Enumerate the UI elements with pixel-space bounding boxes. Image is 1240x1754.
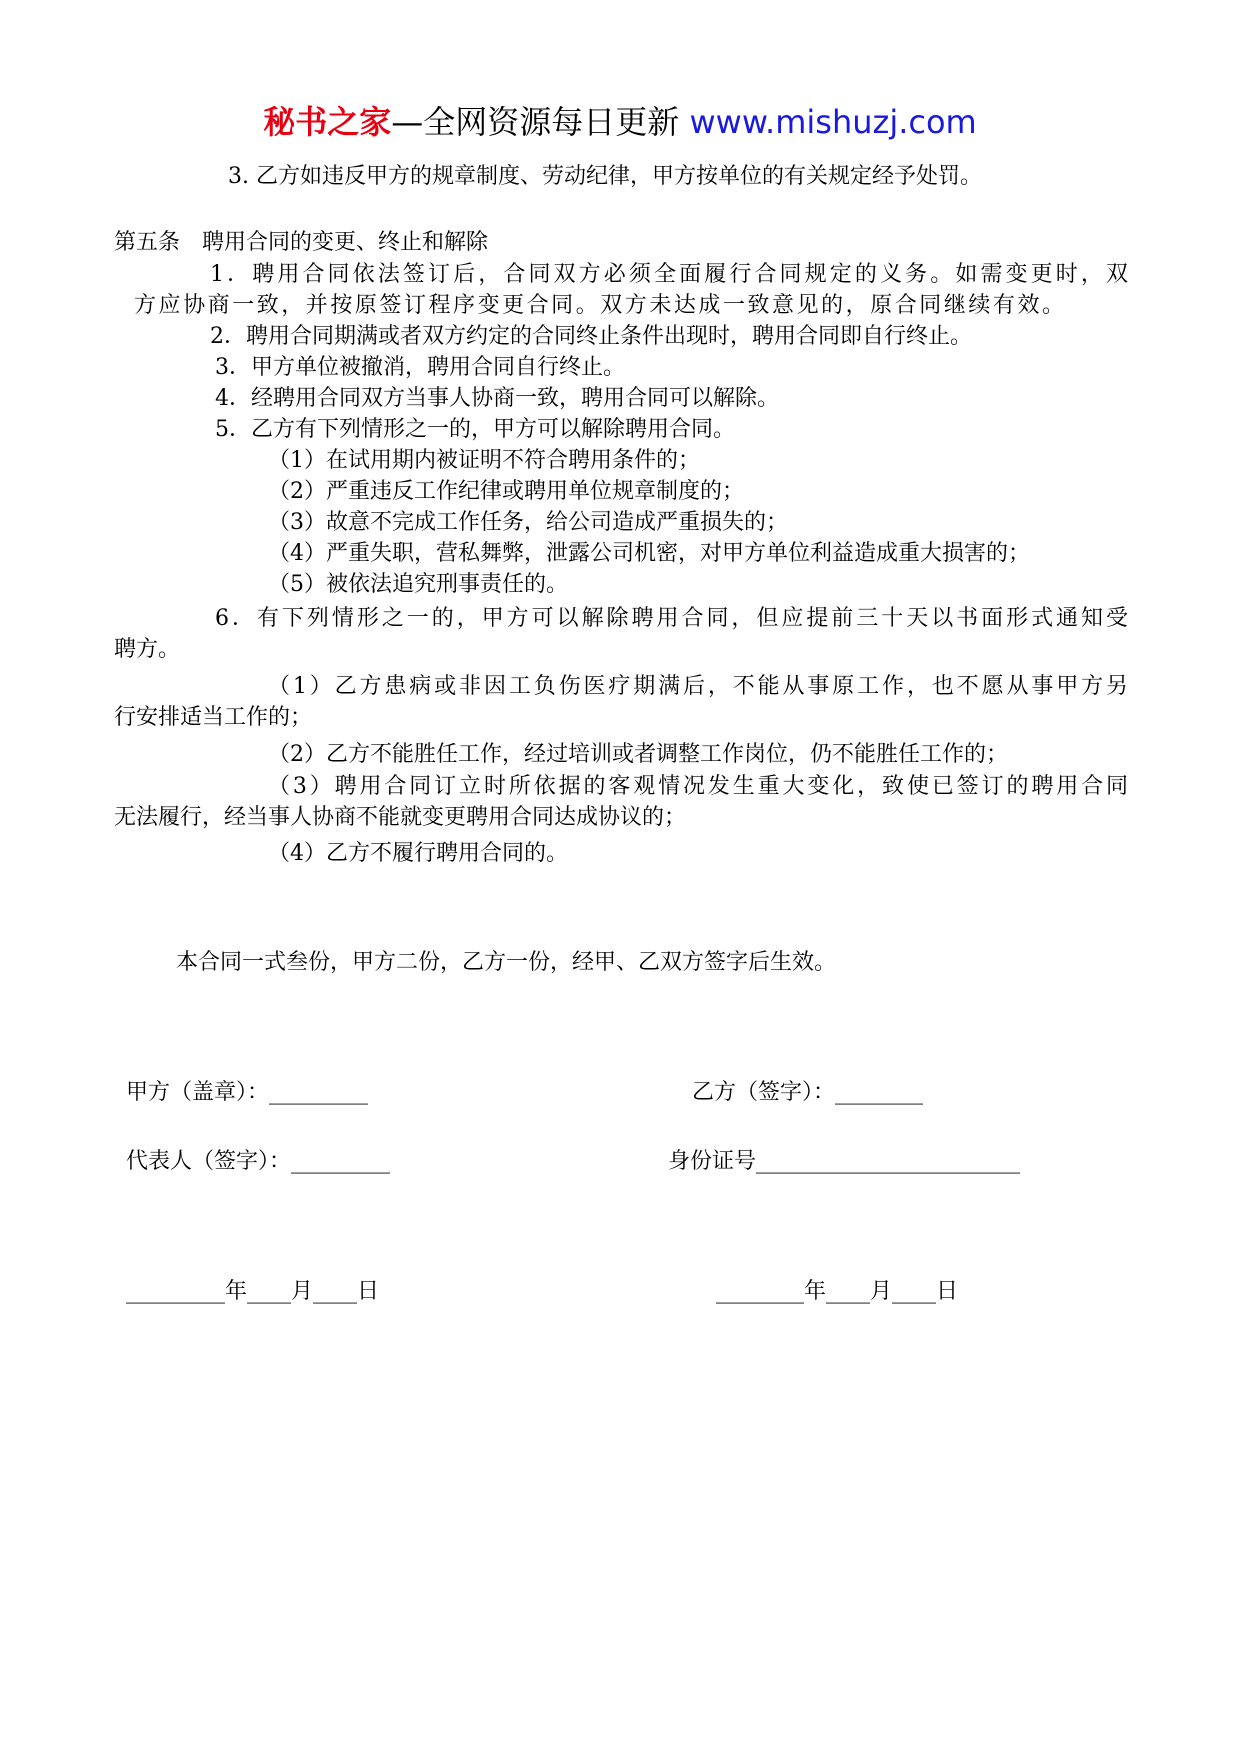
clause-5-item-6-line-1: 6．有下列情形之一的，甲方可以解除聘用合同，但应提前三十天以书面形式通知受 — [215, 606, 1128, 631]
clause-5-item-5-sub-2: （2）严重违反工作纪律或聘用单位规章制度的； — [268, 479, 744, 504]
party-b-signature-field: 乙方（签字）：________ — [692, 1080, 924, 1105]
clause-5-item-2: 2．聘用合同期满或者双方约定的合同终止条件出现时，聘用合同即自行终止。 — [210, 324, 972, 349]
clause-5-item-5-sub-4: （4）严重失职，营私舞弊，泄露公司机密，对甲方单位利益造成重大损害的； — [268, 541, 1030, 566]
clause-5-item-5-sub-1: （1）在试用期内被证明不符合聘用条件的； — [268, 448, 700, 473]
site-brand: 秘书之家 — [263, 103, 392, 141]
clause-5-item-4: 4．经聘用合同双方当事人协商一致，聘用合同可以解除。 — [215, 386, 779, 411]
site-watermark-header — [0, 100, 1240, 144]
clause-5-item-6-sub-1-line-1: （1）乙方患病或非因工负伤医疗期满后，不能从事原工作，也不愿从事甲方另 — [268, 674, 1128, 699]
clause-5-item-6-sub-1-line-2: 行安排适当工作的； — [114, 705, 313, 730]
clause-5-item-6-sub-2: （2）乙方不能胜任工作，经过培训或者调整工作岗位，仍不能胜任工作的； — [268, 742, 1008, 767]
party-b-date-field: ________年____月____日 — [716, 1279, 959, 1304]
clause-5-item-6-sub-4: （4）乙方不履行聘用合同的。 — [268, 841, 568, 866]
clause-5-item-3: 3．甲方单位被撤消，聘用合同自行终止。 — [215, 355, 625, 380]
clause-5-item-5-sub-3: （3）故意不完成工作任务，给公司造成严重损失的； — [268, 510, 788, 535]
representative-signature-field: 代表人（签字）：_________ — [126, 1149, 391, 1174]
party-a-seal-field: 甲方（盖章）：_________ — [126, 1080, 369, 1105]
clause-4-item-3: 3. 乙方如违反甲方的规章制度、劳动纪律，甲方按单位的有关规定经予处罚。 — [228, 164, 982, 189]
clause-5-item-5: 5．乙方有下列情形之一的，甲方可以解除聘用合同。 — [215, 417, 735, 442]
section-5-heading: 第五条 聘用合同的变更、终止和解除 — [114, 230, 489, 255]
site-slogan: —全网资源每日更新 — [391, 103, 680, 141]
site-url: www.mishuzj.com — [689, 103, 977, 141]
clause-5-item-6-sub-3-line-2: 无法履行，经当事人协商不能就变更聘用合同达成协议的； — [114, 805, 687, 830]
id-number-field: 身份证号________________________ — [668, 1149, 1021, 1174]
clause-5-item-6-line-2: 聘方。 — [114, 637, 181, 662]
clause-5-item-5-sub-5: （5）被依法追究刑事责任的。 — [268, 572, 568, 597]
party-a-date-field: _________年____月____日 — [126, 1279, 380, 1304]
closing-statement: 本合同一式叁份，甲方二份，乙方一份，经甲、乙双方签字后生效。 — [176, 950, 837, 975]
clause-5-item-1-line-2: 方应协商一致，并按原签订程序变更合同。双方未达成一致意见的，原合同继续有效。 — [134, 293, 1064, 318]
clause-5-item-6-sub-3-line-1: （3）聘用合同订立时所依据的客观情况发生重大变化，致使已签订的聘用合同 — [268, 774, 1128, 799]
clause-5-item-1-line-1: 1．聘用合同依法签订后，合同双方必须全面履行合同规定的义务。如需变更时，双 — [210, 262, 1128, 287]
